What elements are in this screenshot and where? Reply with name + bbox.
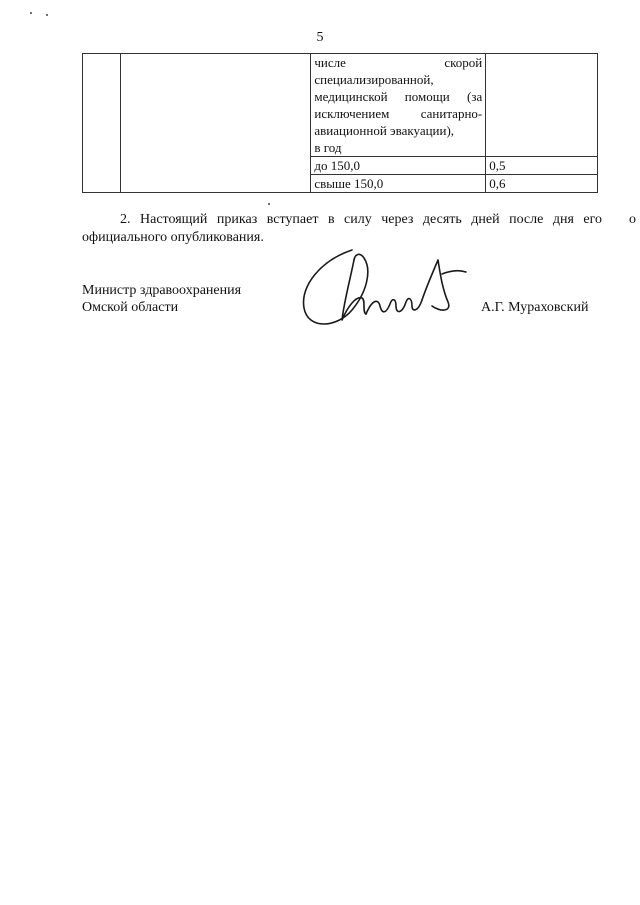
page-number: 5 — [316, 30, 324, 45]
signer-name: А.Г. Мураховский — [481, 300, 589, 315]
paragraph-line: 2. Настоящий приказ вступает в силу через десять дней после дня его — [120, 212, 602, 227]
handwritten-signature — [292, 240, 472, 340]
scan-speck — [30, 12, 32, 14]
table-cell-number — [83, 54, 121, 193]
description-line: числе скорой — [314, 55, 483, 70]
signer-position-line: Омской области — [82, 300, 179, 315]
paragraph-line: официального опубликования. — [82, 230, 264, 245]
signer-position-line: Министр здравоохранения — [82, 283, 242, 298]
description-line: исключением санитарно- — [314, 106, 483, 121]
scan-speck — [46, 14, 48, 16]
coefficients-table — [82, 53, 598, 193]
description-line: авиационной эвакуации), — [314, 123, 455, 138]
description-line: в год — [314, 140, 342, 155]
table-cell-range: свыше 150,0 — [311, 175, 486, 193]
table-cell-value — [486, 54, 598, 157]
table-cell-indicator — [120, 54, 310, 193]
scan-speck — [268, 203, 270, 205]
signer-position — [82, 282, 241, 316]
table-row — [83, 54, 598, 157]
table-cell-description — [311, 54, 486, 157]
description-line: специализированной, — [314, 72, 434, 87]
table-cell-value: 0,5 — [486, 157, 598, 175]
edge-character: о — [629, 212, 636, 227]
description-line: медицинской помощи (за — [314, 89, 483, 104]
table-cell-range: до 150,0 — [311, 157, 486, 175]
table-cell-value: 0,6 — [486, 175, 598, 193]
